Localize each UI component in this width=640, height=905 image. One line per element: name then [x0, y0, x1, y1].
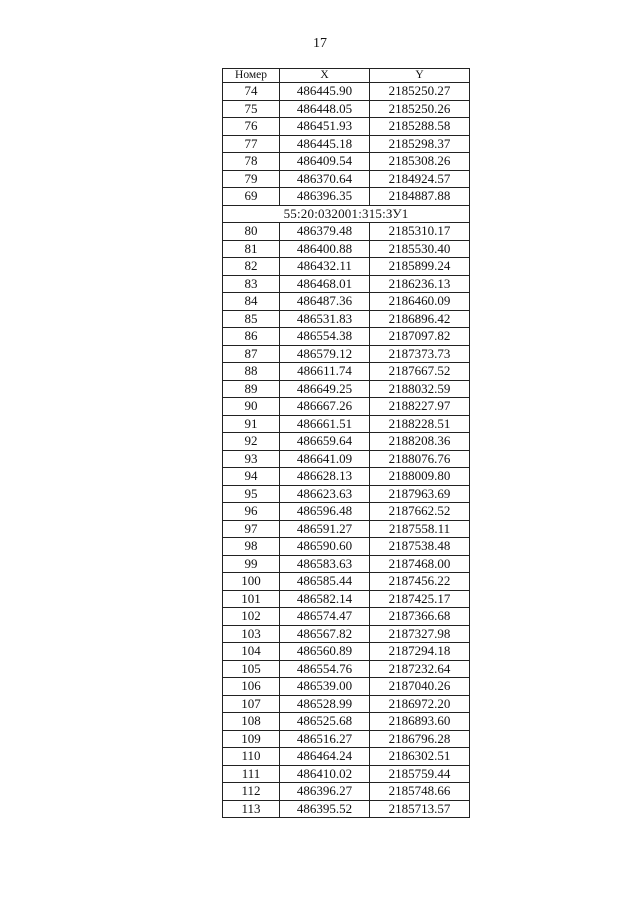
point-number: 99 — [223, 555, 280, 573]
point-number: 96 — [223, 503, 280, 521]
point-number: 83 — [223, 275, 280, 293]
x-coordinate: 486659.64 — [280, 433, 370, 451]
y-coordinate: 2185530.40 — [370, 240, 470, 258]
table-row — [223, 783, 470, 801]
y-coordinate: 2185310.17 — [370, 223, 470, 241]
table-row — [223, 328, 470, 346]
y-coordinate: 2185288.58 — [370, 118, 470, 136]
table-row — [223, 608, 470, 626]
x-coordinate: 486574.47 — [280, 608, 370, 626]
x-coordinate: 486370.64 — [280, 170, 370, 188]
point-number: 84 — [223, 293, 280, 311]
point-number: 100 — [223, 573, 280, 591]
x-coordinate: 486641.09 — [280, 450, 370, 468]
point-number: 78 — [223, 153, 280, 171]
table-row — [223, 590, 470, 608]
table-section — [223, 205, 470, 223]
point-number: 111 — [223, 765, 280, 783]
x-coordinate: 486582.14 — [280, 590, 370, 608]
point-number: 94 — [223, 468, 280, 486]
y-coordinate: 2185298.37 — [370, 135, 470, 153]
table-row — [223, 713, 470, 731]
y-coordinate: 2186460.09 — [370, 293, 470, 311]
y-coordinate: 2186302.51 — [370, 748, 470, 766]
point-number: 86 — [223, 328, 280, 346]
y-coordinate: 2187538.48 — [370, 538, 470, 556]
table-row — [223, 153, 470, 171]
y-coordinate: 2187294.18 — [370, 643, 470, 661]
y-coordinate: 2187425.17 — [370, 590, 470, 608]
x-coordinate: 486448.05 — [280, 100, 370, 118]
header-y: Y — [370, 69, 470, 83]
x-coordinate: 486445.90 — [280, 83, 370, 101]
section-row — [223, 205, 470, 223]
point-number: 95 — [223, 485, 280, 503]
table-row — [223, 275, 470, 293]
table-row — [223, 83, 470, 101]
table-row — [223, 555, 470, 573]
table-body-part2 — [223, 223, 470, 818]
y-coordinate: 2187963.69 — [370, 485, 470, 503]
x-coordinate: 486560.89 — [280, 643, 370, 661]
x-coordinate: 486445.18 — [280, 135, 370, 153]
y-coordinate: 2187558.11 — [370, 520, 470, 538]
x-coordinate: 486554.38 — [280, 328, 370, 346]
y-coordinate: 2186236.13 — [370, 275, 470, 293]
x-coordinate: 486395.52 — [280, 800, 370, 818]
table-row — [223, 765, 470, 783]
table-row — [223, 223, 470, 241]
x-coordinate: 486667.26 — [280, 398, 370, 416]
table-row — [223, 415, 470, 433]
y-coordinate: 2187097.82 — [370, 328, 470, 346]
point-number: 98 — [223, 538, 280, 556]
point-number: 82 — [223, 258, 280, 276]
y-coordinate: 2187232.64 — [370, 660, 470, 678]
table-row — [223, 730, 470, 748]
x-coordinate: 486579.12 — [280, 345, 370, 363]
header-x: X — [280, 69, 370, 83]
table-row — [223, 118, 470, 136]
y-coordinate: 2186896.42 — [370, 310, 470, 328]
point-number: 103 — [223, 625, 280, 643]
y-coordinate: 2187373.73 — [370, 345, 470, 363]
x-coordinate: 486591.27 — [280, 520, 370, 538]
table-row — [223, 100, 470, 118]
section-label: 55:20:032001:315:ЗУ1 — [223, 205, 470, 223]
y-coordinate: 2186796.28 — [370, 730, 470, 748]
table-row — [223, 695, 470, 713]
point-number: 90 — [223, 398, 280, 416]
table-row — [223, 643, 470, 661]
table-row — [223, 573, 470, 591]
x-coordinate: 486400.88 — [280, 240, 370, 258]
y-coordinate: 2188228.51 — [370, 415, 470, 433]
y-coordinate: 2186893.60 — [370, 713, 470, 731]
point-number: 87 — [223, 345, 280, 363]
point-number: 112 — [223, 783, 280, 801]
x-coordinate: 486649.25 — [280, 380, 370, 398]
x-coordinate: 486567.82 — [280, 625, 370, 643]
y-coordinate: 2187662.52 — [370, 503, 470, 521]
point-number: 113 — [223, 800, 280, 818]
table-row — [223, 293, 470, 311]
y-coordinate: 2185713.57 — [370, 800, 470, 818]
point-number: 107 — [223, 695, 280, 713]
table-row — [223, 240, 470, 258]
x-coordinate: 486468.01 — [280, 275, 370, 293]
y-coordinate: 2187667.52 — [370, 363, 470, 381]
point-number: 76 — [223, 118, 280, 136]
y-coordinate: 2187040.26 — [370, 678, 470, 696]
point-number: 77 — [223, 135, 280, 153]
y-coordinate: 2185250.27 — [370, 83, 470, 101]
x-coordinate: 486528.99 — [280, 695, 370, 713]
y-coordinate: 2188227.97 — [370, 398, 470, 416]
point-number: 89 — [223, 380, 280, 398]
y-coordinate: 2185308.26 — [370, 153, 470, 171]
x-coordinate: 486409.54 — [280, 153, 370, 171]
y-coordinate: 2185250.26 — [370, 100, 470, 118]
point-number: 110 — [223, 748, 280, 766]
table-row — [223, 503, 470, 521]
point-number: 102 — [223, 608, 280, 626]
table-row — [223, 520, 470, 538]
x-coordinate: 486585.44 — [280, 573, 370, 591]
point-number: 74 — [223, 83, 280, 101]
point-number: 108 — [223, 713, 280, 731]
x-coordinate: 486464.24 — [280, 748, 370, 766]
x-coordinate: 486451.93 — [280, 118, 370, 136]
x-coordinate: 486583.63 — [280, 555, 370, 573]
table-header-row — [223, 69, 470, 83]
point-number: 85 — [223, 310, 280, 328]
table-row — [223, 468, 470, 486]
point-number: 106 — [223, 678, 280, 696]
table-row — [223, 538, 470, 556]
y-coordinate: 2184887.88 — [370, 188, 470, 206]
table-row — [223, 135, 470, 153]
table-row — [223, 310, 470, 328]
table-row — [223, 748, 470, 766]
table-row — [223, 450, 470, 468]
x-coordinate: 486410.02 — [280, 765, 370, 783]
point-number: 79 — [223, 170, 280, 188]
y-coordinate: 2185899.24 — [370, 258, 470, 276]
point-number: 92 — [223, 433, 280, 451]
point-number: 109 — [223, 730, 280, 748]
table-row — [223, 258, 470, 276]
point-number: 97 — [223, 520, 280, 538]
y-coordinate: 2186972.20 — [370, 695, 470, 713]
table-row — [223, 660, 470, 678]
table-row — [223, 433, 470, 451]
point-number: 104 — [223, 643, 280, 661]
point-number: 80 — [223, 223, 280, 241]
x-coordinate: 486596.48 — [280, 503, 370, 521]
y-coordinate: 2187456.22 — [370, 573, 470, 591]
point-number: 69 — [223, 188, 280, 206]
point-number: 91 — [223, 415, 280, 433]
header-number: Номер — [223, 69, 280, 83]
y-coordinate: 2187366.68 — [370, 608, 470, 626]
x-coordinate: 486432.11 — [280, 258, 370, 276]
x-coordinate: 486531.83 — [280, 310, 370, 328]
x-coordinate: 486487.36 — [280, 293, 370, 311]
x-coordinate: 486628.13 — [280, 468, 370, 486]
table-row — [223, 380, 470, 398]
point-number: 105 — [223, 660, 280, 678]
table-row — [223, 363, 470, 381]
x-coordinate: 486396.27 — [280, 783, 370, 801]
page-number: 17 — [313, 36, 327, 51]
y-coordinate: 2185759.44 — [370, 765, 470, 783]
y-coordinate: 2187468.00 — [370, 555, 470, 573]
table-row — [223, 170, 470, 188]
table-row — [223, 678, 470, 696]
table-row — [223, 398, 470, 416]
y-coordinate: 2184924.57 — [370, 170, 470, 188]
point-number: 101 — [223, 590, 280, 608]
table-body-part1 — [223, 83, 470, 206]
point-number: 88 — [223, 363, 280, 381]
y-coordinate: 2185748.66 — [370, 783, 470, 801]
x-coordinate: 486379.48 — [280, 223, 370, 241]
point-number: 93 — [223, 450, 280, 468]
y-coordinate: 2188208.36 — [370, 433, 470, 451]
y-coordinate: 2188032.59 — [370, 380, 470, 398]
point-number: 81 — [223, 240, 280, 258]
x-coordinate: 486611.74 — [280, 363, 370, 381]
table-row — [223, 625, 470, 643]
table-row — [223, 345, 470, 363]
x-coordinate: 486623.63 — [280, 485, 370, 503]
x-coordinate: 486525.68 — [280, 713, 370, 731]
y-coordinate: 2187327.98 — [370, 625, 470, 643]
table-row — [223, 188, 470, 206]
coordinates-table — [222, 68, 470, 818]
x-coordinate: 486396.35 — [280, 188, 370, 206]
table-row — [223, 800, 470, 818]
x-coordinate: 486590.60 — [280, 538, 370, 556]
point-number: 75 — [223, 100, 280, 118]
x-coordinate: 486516.27 — [280, 730, 370, 748]
table-row — [223, 485, 470, 503]
x-coordinate: 486539.00 — [280, 678, 370, 696]
y-coordinate: 2188076.76 — [370, 450, 470, 468]
x-coordinate: 486661.51 — [280, 415, 370, 433]
y-coordinate: 2188009.80 — [370, 468, 470, 486]
x-coordinate: 486554.76 — [280, 660, 370, 678]
